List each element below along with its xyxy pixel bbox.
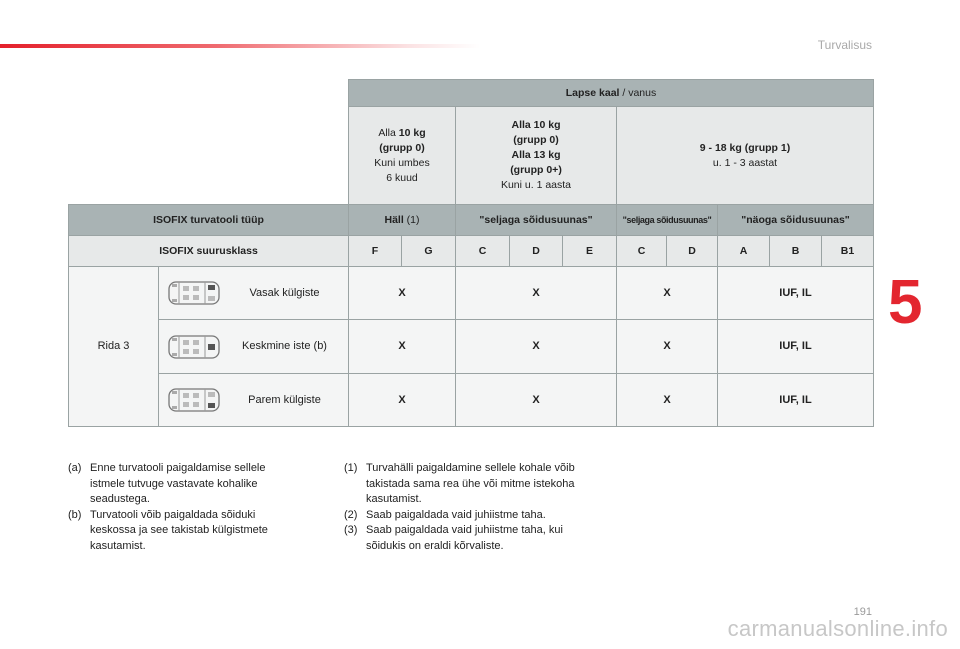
footnote-text: Turvatooli võib paigaldada sõiduki keskossa ja see takistab külgistmete kasutamist. [90, 508, 268, 552]
g2-line3: Alla 13 kg [511, 149, 561, 161]
footnote-text: Enne turvatooli paigaldamise sellele istmele tutvuge vastavate kohalike seadustega. [90, 462, 266, 505]
footnote [68, 461, 296, 508]
size-class-c2: C [617, 236, 667, 267]
g2-line4: (grupp 0+) [510, 164, 562, 176]
row1-forward: IUF, IL [718, 267, 874, 320]
size-class-a: A [718, 236, 770, 267]
size-class-f: F [349, 236, 402, 267]
size-class-b: B [770, 236, 822, 267]
type-hall [349, 205, 456, 236]
size-class-b1: B1 [822, 236, 874, 267]
g3-age: u. 1 - 3 aastat [712, 156, 778, 169]
seat-row-right [159, 374, 349, 427]
car-seat-middle-icon [167, 333, 221, 361]
car-seat-left-icon [167, 279, 221, 307]
footnote [68, 508, 296, 555]
footnote-key: (a) [68, 462, 82, 474]
type-hall-bold: Häll [384, 213, 404, 226]
footnote [344, 508, 604, 524]
row3-forward: IUF, IL [718, 374, 874, 427]
size-class-c: C [456, 236, 510, 267]
weight-group-3 [617, 107, 874, 205]
g2-age: Kuni u. 1 aasta [500, 179, 572, 191]
row1-rear1: X [456, 267, 617, 320]
footnote-key: (3) [344, 524, 358, 536]
g2-line1: Alla 10 kg [511, 119, 561, 131]
section-title: Turvalisus [817, 38, 872, 52]
size-class-d2: D [667, 236, 718, 267]
size-class-g: G [402, 236, 456, 267]
chapter-number: 5 [888, 268, 923, 337]
row2-hall: X [349, 320, 456, 374]
g1-prefix: Alla [378, 126, 399, 139]
g1-weight: 10 kg [398, 126, 426, 139]
seat-position-label: Vasak külgiste [249, 286, 320, 299]
row2-rear1: X [456, 320, 617, 374]
weight-group-2 [456, 107, 617, 205]
footnote [344, 523, 604, 554]
row-label: Rida 3 [69, 267, 159, 427]
footnotes-right [344, 461, 604, 554]
isofix-size-label: ISOFIX suurusklass [69, 236, 349, 267]
footnote-text: Saab paigaldada vaid juhiistme taha. [366, 508, 546, 521]
footnote-key: (2) [344, 508, 358, 521]
g1-group: (grupp 0) [379, 141, 425, 154]
footnote-text: Turvahälli paigaldamine sellele kohale võib takistada sama rea ühe või mitme istekoha kasutamist. [366, 462, 575, 505]
g1-age1: Kuni umbes [374, 156, 430, 169]
size-class-e: E [563, 236, 617, 267]
type-forward: "näoga sõidusuunas" [718, 205, 874, 236]
seat-row-middle [159, 320, 349, 374]
car-seat-right-icon [167, 386, 221, 414]
row3-rear1: X [456, 374, 617, 427]
isofix-type-label: ISOFIX turvatooli tüüp [69, 205, 349, 236]
row2-forward: IUF, IL [718, 320, 874, 374]
weight-group-1 [349, 107, 456, 205]
top-accent-bar [0, 44, 480, 48]
age-header-rest: / vanus [619, 86, 657, 99]
footnote-text: Saab paigaldada vaid juhiistme taha, kui sõidukis on eraldi kõrvaliste. [366, 524, 563, 552]
row3-rear2: X [617, 374, 718, 427]
page-number: 191 [853, 606, 872, 618]
type-hall-ref: (1) [403, 213, 420, 226]
age-header-bold: Lapse kaal [565, 86, 620, 99]
size-class-d: D [510, 236, 563, 267]
seat-position-label: Keskmine iste (b) [242, 340, 327, 352]
watermark: carmanualsonline.info [727, 616, 948, 641]
seat-row-left [159, 267, 349, 320]
row1-hall: X [349, 267, 456, 320]
row3-hall: X [349, 374, 456, 427]
footnote-key: (1) [344, 462, 358, 474]
footnotes-left [68, 461, 296, 554]
g2-line2: (grupp 0) [513, 134, 559, 146]
g3-line1: 9 - 18 kg (grupp 1) [699, 141, 791, 154]
type-rear-1: "seljaga sõidusuunas" [456, 205, 617, 236]
row1-rear2: X [617, 267, 718, 320]
age-header [349, 80, 874, 107]
footnote [344, 461, 604, 508]
type-rear-2: "seljaga sõidusuunas" [617, 205, 718, 236]
footnote-key: (b) [68, 508, 82, 521]
g1-age2: 6 kuud [386, 171, 418, 184]
seat-position-label: Parem külgiste [248, 393, 321, 406]
row2-rear2: X [617, 320, 718, 374]
